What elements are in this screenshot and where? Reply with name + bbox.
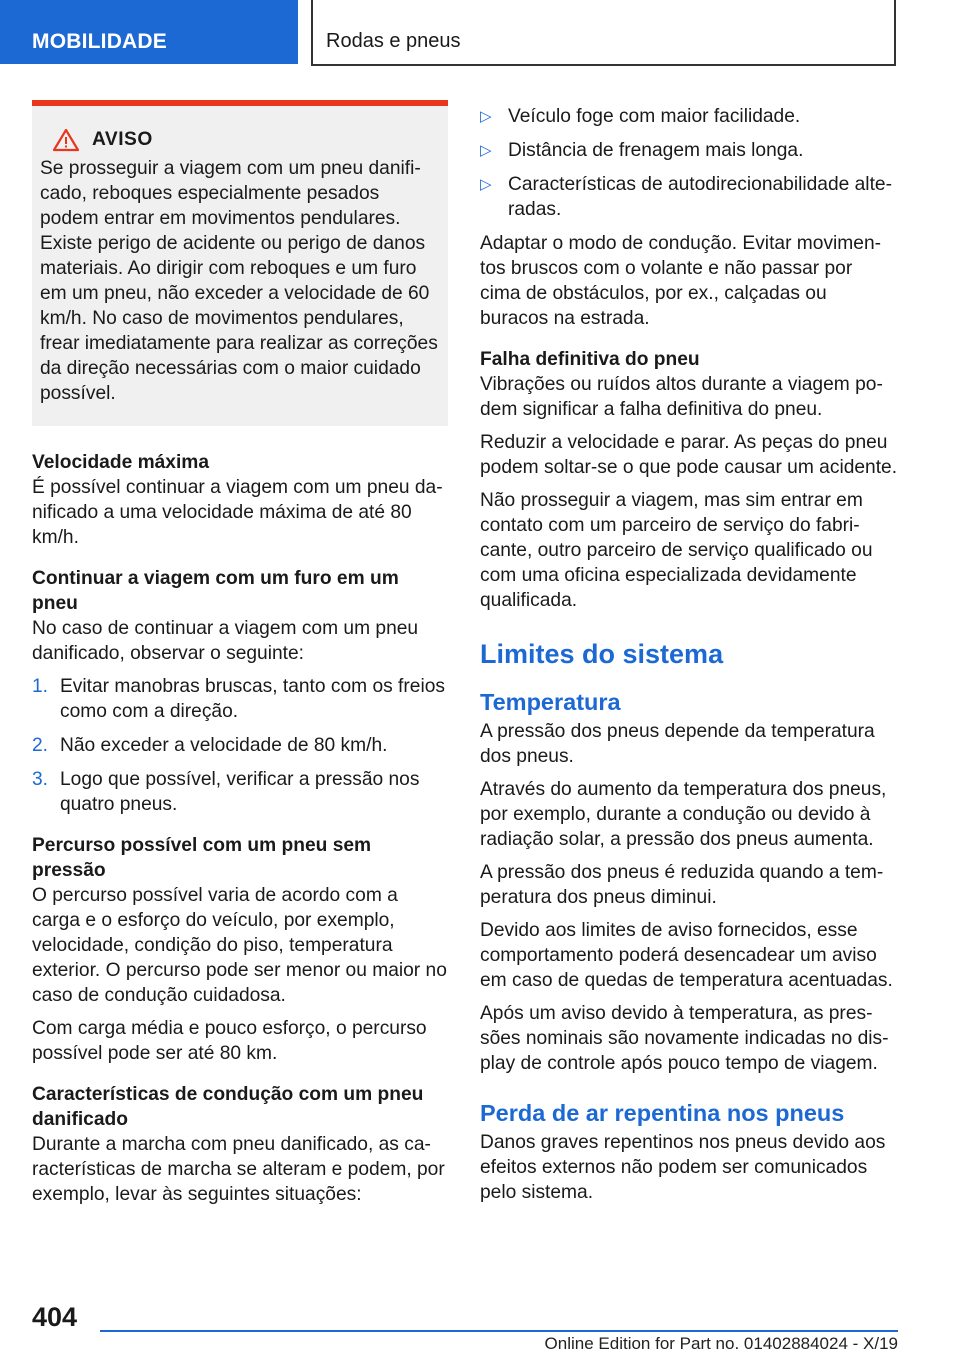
- chapter-title: Rodas e pneus: [326, 30, 461, 52]
- range-text-2: Com carga média e pouco esforço, o percurso possível pode ser até 80 km.: [32, 1018, 427, 1064]
- max-speed-text: É possível continuar a viagem com um pneu danificado a uma velocidade máxima de até 80 km/h.: [32, 477, 443, 548]
- list-item: [32, 733, 448, 758]
- list-item: [480, 138, 898, 163]
- range-heading: Percurso possível com um pneu sem pressão: [32, 835, 372, 881]
- triangle-bullet-icon: ▷: [480, 176, 492, 193]
- warning-triangle-icon: [52, 128, 80, 152]
- page-number: 404: [32, 1302, 78, 1332]
- temperature-heading: Temperatura: [480, 689, 621, 715]
- continue-heading: Continuar a viagem com um furo em um pneu: [32, 568, 399, 614]
- step-text: Logo que possível, verificar a pressão nos quatro pneus.: [60, 769, 420, 815]
- step-number: 3.: [32, 769, 49, 790]
- header-border-bottom: [311, 64, 896, 66]
- triangle-bullet-icon: ▷: [480, 142, 492, 159]
- sudden-loss-heading: Perda de ar repentina nos pneus: [480, 1100, 845, 1126]
- warning-box: [32, 100, 448, 426]
- bullet-text: Distância de frenagem mais longa.: [508, 140, 804, 161]
- header-divider: [311, 0, 313, 64]
- failure-text-3: Não prosseguir a viagem, mas sim entrar em contato com um parceiro de serviço do fabricante, outro parceiro de serviço qualificado ou com uma oficina especializada devidamente qualificada.: [480, 490, 873, 611]
- driving-heading: Características de condução com um pneu danificado: [32, 1084, 424, 1130]
- driving-text: Durante a marcha com pneu danificado, as características de marcha se alteram e podem, por exemplo, levar às seguintes situações:: [32, 1134, 445, 1205]
- range-text-1: O percurso possível varia de acordo com a carga e o esforço do veículo, por exemplo, velocidade, condição do piso, temperatura exterior. O percurso pode ser menor ou maior no caso de condução cuidadosa.: [32, 885, 447, 1006]
- warning-title: AVISO: [92, 129, 153, 150]
- continue-steps: [32, 674, 448, 817]
- page-header: [0, 0, 960, 66]
- step-text: Não exceder a velocidade de 80 km/h.: [60, 735, 388, 756]
- temperature-text-2: Através do aumento da temperatura dos pneus, por exemplo, durante a condução ou devido à radiação solar, a pressão dos pneus aumenta.: [480, 779, 887, 850]
- edition-text: Online Edition for Part no. 01402884024 - X/19: [544, 1334, 898, 1353]
- sudden-loss-text: Danos graves repentinos nos pneus devido aos efeitos externos não podem ser comunicados pelo sistema.: [480, 1132, 886, 1203]
- warning-header: [40, 128, 440, 152]
- limits-heading: Limites do sistema: [480, 639, 724, 669]
- header-border-right: [894, 0, 896, 64]
- warning-text: Se prosseguir a viagem com um pneu danificado, reboques especialmente pesados podem entrar em movimentos pendulares. Existe perigo de acidente ou perigo de danos materiais. Ao dirigir com reboques e um furo em um pneu, não exceder a velocidade de 60 km/h. No caso de movimentos pendulares, frear imediatamente para realizar as correções da direção necessárias com o maior cuidado possível.: [40, 158, 438, 404]
- list-item: [32, 767, 448, 817]
- continue-intro: No caso de continuar a viagem com um pneu danificado, observar o seguinte:: [32, 618, 419, 664]
- right-column: [480, 100, 898, 1213]
- step-number: 2.: [32, 735, 49, 756]
- temperature-text-5: Após um aviso devido à temperatura, as pressões nominais são novamente indicadas no display de controle após pouco tempo de viagem.: [480, 1003, 889, 1074]
- section-tab: MOBILIDADE: [0, 0, 298, 64]
- bullet-text: Características de autodirecionabilidade alteradas.: [508, 174, 892, 220]
- failure-text-1: Vibrações ou ruídos altos durante a viagem podem significar a falha definitiva do pneu.: [480, 374, 883, 420]
- step-number: 1.: [32, 676, 49, 697]
- list-item: [32, 674, 448, 724]
- triangle-bullet-icon: ▷: [480, 108, 492, 125]
- temperature-text-1: A pressão dos pneus depende da temperatura dos pneus.: [480, 721, 875, 767]
- bullet-text: Veículo foge com maior facilidade.: [508, 106, 801, 127]
- failure-heading: Falha definitiva do pneu: [480, 349, 700, 370]
- max-speed-heading: Velocidade máxima: [32, 452, 210, 473]
- list-item: [480, 172, 898, 222]
- failure-text-2: Reduzir a velocidade e parar. As peças do pneu podem soltar-se o que pode causar um acidente.: [480, 432, 898, 478]
- temperature-text-3: A pressão dos pneus é reduzida quando a temperatura dos pneus diminui.: [480, 862, 884, 908]
- step-text: Evitar manobras bruscas, tanto com os freios como com a direção.: [60, 676, 445, 722]
- temperature-text-4: Devido aos limites de aviso fornecidos, esse comportamento poderá desencadear um aviso em caso de quedas de temperatura acentuadas.: [480, 920, 893, 991]
- left-column: [32, 100, 448, 1215]
- footer-divider: [100, 1330, 898, 1332]
- list-item: [480, 104, 898, 129]
- adapt-text: Adaptar o modo de condução. Evitar movimentos bruscos com o volante e não passar por cima de obstáculos, por ex., calçadas ou buracos na estrada.: [480, 233, 882, 329]
- driving-effects-list: [480, 104, 898, 222]
